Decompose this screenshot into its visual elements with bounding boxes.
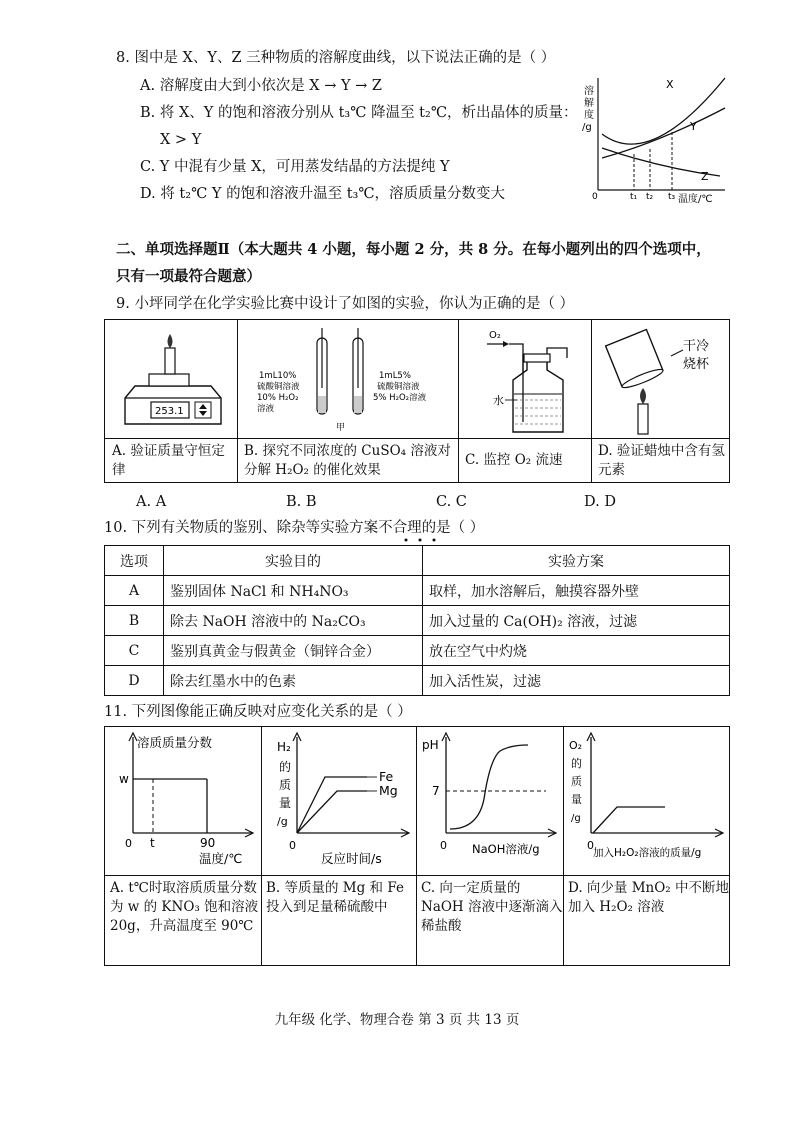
- q11-g4-origin: 0: [587, 839, 594, 852]
- q10-stem: 10. 下列有关物质的鉴别、除杂等实验方案不合理的是（ ）: [104, 520, 485, 536]
- q11-g4-line: [593, 807, 665, 833]
- q9-fig-d-label-1: 干冷: [683, 339, 710, 354]
- q10-cell-purpose: 鉴别固体 NaCl 和 NH₄NO₃: [164, 576, 423, 606]
- q10-cell-purpose: 除去 NaOH 溶液中的 Na₂CO₃: [164, 606, 423, 636]
- q11-g1-90: 90: [200, 836, 216, 850]
- q9-fig-c-water: 水: [493, 394, 504, 407]
- q8-curve-x: [602, 78, 725, 144]
- q8-ylabel-2: 解: [584, 98, 594, 109]
- q9-caption-a: A. 验证质量守恒定律: [112, 443, 225, 478]
- q11-g3-xlabel: NaOH溶液/g: [472, 842, 540, 856]
- q11-g2-ylabel-2: 的: [279, 760, 292, 774]
- q11-g1-origin: 0: [125, 837, 132, 850]
- q10-cell-option: D: [105, 666, 164, 696]
- q11-g3-origin: 0: [440, 839, 447, 852]
- section2-heading-cont: 只有一项最符合题意）: [116, 268, 261, 285]
- q8-option-c: C. Y 中混有少量 X，可用蒸发结晶的方法提纯 Y: [140, 159, 450, 175]
- q11-g1-ylabel: 溶质质量分数: [137, 735, 213, 750]
- q8-label-y: Y: [690, 120, 697, 133]
- q11-graph-d: [565, 729, 729, 873]
- q9-caption-b: B. 探究不同浓度的 CuSO₄ 溶液对分解 H₂O₂ 的催化效果: [244, 443, 451, 478]
- q10-cell-plan: 放在空气中灼烧: [423, 636, 730, 666]
- q9-fig-d-beaker: [595, 324, 727, 436]
- q11-g2-ylabel-3: 质: [279, 778, 292, 792]
- q11-g3-curve: [450, 745, 528, 829]
- q9-fig-c-bottle: [463, 324, 589, 436]
- q11-graph-a: [107, 729, 259, 873]
- q11-caption-d: D. 向少量 MnO₂ 中不断地加入 H₂O₂ 溶液: [568, 880, 730, 915]
- q10-header-plan: 实验方案: [423, 546, 730, 576]
- q11-figure-table: [104, 726, 730, 966]
- page-footer: 九年级 化学、物理合卷 第 3 页 共 13 页: [274, 1012, 520, 1028]
- q11-row-divider: [105, 875, 729, 876]
- q9-fig-b-right-2: 硫酸铜溶液: [377, 382, 420, 392]
- q11-caption-c: C. 向一定质量的 NaOH 溶液中逐渐滴入稀盐酸: [421, 880, 563, 934]
- q11-g2-xlabel: 反应时间/s: [321, 851, 382, 866]
- q9-fig-b-left-2: 硫酸铜溶液: [257, 382, 300, 392]
- q10-cell-option: C: [105, 636, 164, 666]
- q10-cell-purpose: 除去红墨水中的色素: [164, 666, 423, 696]
- q11-g4-xlabel: 加入H₂O₂溶液的质量/g: [593, 847, 702, 859]
- q11-caption-a: A. t℃时取溶质质量分数为 w 的 KNO₃ 饱和溶液 20g，升高温度至 90℃: [110, 880, 259, 934]
- q11-g2-ylabel-5: /g: [277, 815, 288, 828]
- q11-g4-ylabel-4: 量: [571, 793, 582, 806]
- q11-g2-fe: Fe: [379, 769, 394, 784]
- q9-answer-c: C. C: [436, 494, 467, 510]
- q11-g2-ylabel-4: 量: [279, 796, 292, 810]
- q10-header-option: 选项: [105, 546, 164, 576]
- q8-curve-y: [602, 108, 725, 158]
- q10-cell-option: A: [105, 576, 164, 606]
- q9-answer-a: A. A: [136, 494, 167, 510]
- table-row: [105, 666, 730, 696]
- q9-answer-b: B. B: [286, 494, 317, 510]
- q9-fig-d-label-2: 烧杯: [683, 357, 710, 372]
- q8-option-b-cont: X > Y: [160, 132, 202, 148]
- q9-fig-c-o2: O₂: [489, 330, 501, 341]
- q11-col-divider-2: [416, 727, 417, 965]
- q8-option-b: B. 将 X、Y 的饱和溶液分别从 t₃℃ 降温至 t₂℃，析出晶体的质量：: [140, 105, 578, 121]
- q8-stem: 8. 图中是 X、Y、Z 三种物质的溶解度曲线，以下说法正确的是（ ）: [116, 50, 556, 66]
- q11-graph-c: [418, 729, 562, 873]
- q9-fig-b-left-1: 1mL10%: [259, 371, 297, 381]
- q11-g3-seven: 7: [432, 784, 440, 798]
- q8-tick-t1: t₁: [630, 192, 638, 202]
- q11-g3-ylabel: pH: [422, 738, 439, 752]
- table-row: [105, 636, 730, 666]
- q9-answer-d: D. D: [584, 494, 616, 510]
- q11-g1-t: t: [150, 836, 155, 850]
- q11-g1-xlabel: 温度/℃: [199, 851, 243, 866]
- q8-tick-t3: t₃: [668, 192, 676, 202]
- q9-fig-b-left-4: 溶液: [257, 404, 275, 414]
- q8-option-d: D. 将 t₂℃ Y 的饱和溶液升温至 t₃℃，溶质质量分数变大: [140, 186, 506, 202]
- q10-cell-option: B: [105, 606, 164, 636]
- q11-stem: 11. 下列图像能正确反映对应变化关系的是（ ）: [104, 704, 412, 720]
- q9-fig-b-left-3: 10% H₂O₂: [257, 393, 299, 403]
- q9-fig-a-flame: [168, 334, 173, 348]
- q8-label-x: X: [666, 78, 674, 91]
- section2-heading: 二、单项选择题Ⅱ（本大题共 4 小题，每小题 2 分，共 8 分。在每小题列出的四个选项中，: [116, 241, 711, 258]
- q9-figure-table: [104, 319, 730, 483]
- q8-tick-t2: t₂: [646, 192, 654, 202]
- q10-cell-plan: 加入过量的 Ca(OH)₂ 溶液，过滤: [423, 606, 730, 636]
- q11-graph-b: [263, 729, 415, 873]
- q11-caption-b: B. 等质量的 Mg 和 Fe 投入到足量稀硫酸中: [266, 880, 404, 915]
- q10-cell-plan: 取样，加水溶解后，触摸容器外壁: [423, 576, 730, 606]
- q11-g4-ylabel-2: 的: [571, 757, 582, 770]
- q8-label-z: Z: [701, 170, 709, 183]
- q9-fig-b-label: 甲: [336, 423, 346, 433]
- q11-g1-w: w: [119, 772, 129, 786]
- q11-g2-origin: 0: [289, 839, 296, 852]
- q9-fig-d-flame: [640, 388, 646, 404]
- q9-caption-c: C. 监控 O₂ 流速: [465, 452, 563, 468]
- q9-fig-b-right-1: 1mL5%: [379, 371, 411, 381]
- q10-emphasis-dots: [400, 536, 440, 544]
- q8-ylabel-3: 度: [584, 110, 594, 121]
- q8-option-a: A. 溶解度由大到小依次是 X → Y → Z: [140, 78, 383, 94]
- q9-fig-a-balance: [115, 326, 231, 434]
- q9-row-divider: [105, 438, 729, 439]
- q11-g2-line-fe: [297, 777, 367, 833]
- q8-xlabel: 温度/℃: [678, 194, 713, 205]
- q11-g2-mg: Mg: [379, 783, 398, 798]
- q9-fig-a-display: 253.1: [155, 406, 184, 417]
- q11-g4-ylabel-5: /g: [571, 813, 581, 824]
- table-row: [105, 576, 730, 606]
- q10-header-row: [105, 546, 730, 576]
- q11-g4-ylabel-1: O₂: [569, 739, 583, 752]
- q11-g4-ylabel-3: 质: [571, 775, 582, 788]
- q8-origin: 0: [592, 192, 598, 202]
- q10-cell-purpose: 鉴别真黄金与假黄金（铜锌合金）: [164, 636, 423, 666]
- table-row: [105, 606, 730, 636]
- q9-caption-d: D. 验证蜡烛中含有氢元素: [598, 443, 725, 478]
- q8-ylabel-1: 溶: [584, 86, 594, 97]
- q10-table: [104, 545, 730, 696]
- q10-cell-plan: 加入活性炭，过滤: [423, 666, 730, 696]
- q8-solubility-chart: [580, 72, 730, 212]
- q8-ylabel-4: /g: [582, 122, 592, 133]
- q9-fig-b-tubes: [241, 324, 455, 436]
- q11-g2-ylabel-1: H₂: [277, 740, 291, 754]
- q9-stem: 9. 小坪同学在化学实验比赛中设计了如图的实验，你认为正确的是（ ）: [116, 296, 575, 312]
- q9-fig-b-right-3: 5% H₂O₂溶液: [373, 393, 427, 403]
- q10-header-purpose: 实验目的: [164, 546, 423, 576]
